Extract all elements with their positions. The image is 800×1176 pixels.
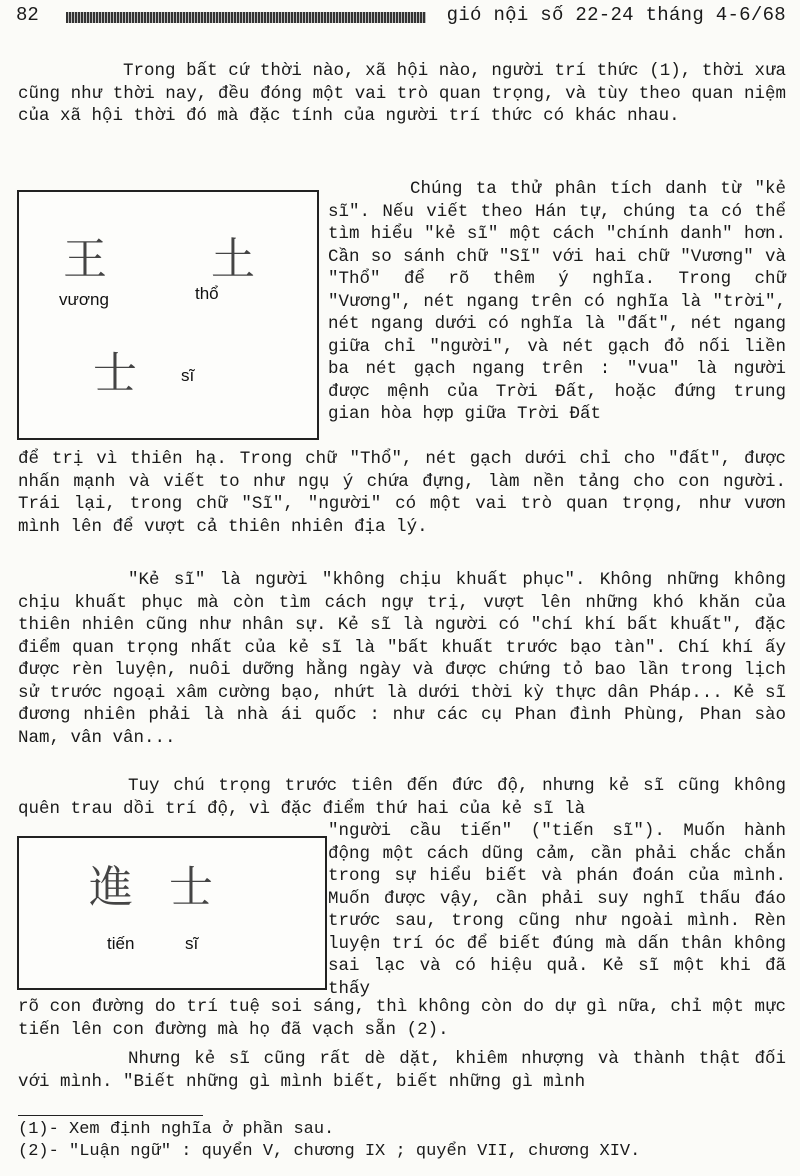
caption-tho: thổ: [195, 284, 219, 303]
paragraph-ke-si-right: Chúng ta thử phân tích danh từ "kẻ sĩ". Nếu viết theo Hán tự, chúng ta có thể tìm hiểu "kẻ sĩ" một cách "chính danh" hơn. Cần so sánh chữ "Sĩ" với hai chữ "Vương" và "Thổ" để rõ thêm ý nghĩa. Trong chữ "Vương", nét ngang trên có nghĩa là "trời", nét ngang dưới có nghĩa là "đất", nét ngang giữa chỉ "người", và nét gạch đỏ nối liền ba nét gạch ngang trên : "vua" là người được mệnh của Trời Đất, hoặc đứng trung gian hòa hợp giữa Trời Đất: [328, 179, 786, 424]
footnote-1: (1)- Xem định nghĩa ở phần sau.: [18, 1120, 335, 1139]
han-tien: 進: [89, 862, 133, 913]
caption-vuong: vương: [59, 290, 109, 309]
paragraph-tri-do: Tuy chú trọng trước tiên đến đức độ, nhưng kẻ sĩ cũng không quên trau dồi trí độ, vì đặc điểm thứ hai của kẻ sĩ là: [18, 776, 786, 819]
paragraph-cau-tien-right: "người cầu tiến" ("tiến sĩ"). Muốn hành động một cách dũng cảm, cần phải chắc chắn trong sự hiểu biết và phán đoán của mình. Muốn được vậy, cần phải suy nghĩ thấu đáo trước sau, trong cũng như ngoài mình. Rèn luyện trí óc để biết đúng mà dấn thân không sai lạc và có hiệu quả. Kẻ sĩ một khi đã thấy: [328, 821, 786, 999]
header-rule: [66, 12, 426, 23]
han-vuong: 王: [63, 234, 107, 285]
page-number: 82: [16, 4, 39, 26]
footnote-rule: [18, 1115, 203, 1116]
footnote-2: (2)- "Luận ngữ" : quyển V, chương IX ; quyển VII, chương XIV.: [18, 1142, 641, 1161]
figure-vuong-tho-si: [17, 190, 319, 440]
caption-si-2: sĩ: [185, 934, 199, 953]
caption-si: sĩ: [181, 366, 195, 385]
paragraph-intro: Trong bất cứ thời nào, xã hội nào, người trí thức (1), thời xưa cũng như thời nay, đều đóng một vai trò quan trọng, và tùy theo quan niệm của xã hội thời đó mà đặc tính của người trí thức có khác nhau.: [18, 61, 786, 126]
caption-tien: tiến: [107, 934, 135, 953]
paragraph-khiem-nhuong: Nhưng kẻ sĩ cũng rất dè dặt, khiêm nhượng và thành thật đối với mình. "Biết những gì mình biết, biết những gì mình: [18, 1049, 786, 1092]
page-header: [16, 4, 786, 32]
han-si: 士: [93, 348, 137, 399]
han-si-2: 士: [169, 862, 213, 913]
paragraph-ke-si-full: để trị vì thiên hạ. Trong chữ "Thổ", nét gạch dưới chỉ cho "đất", được nhấn mạnh và viết to như ngụ ý chứa đựng, làm nền tảng cho con người. Trái lại, trong chữ "Sĩ", "người" có một vai trò quan trọng, như vươn mình lên để vượt cả thiên nhiên địa lý.: [18, 449, 786, 537]
paragraph-bat-khuat: "Kẻ sĩ" là người "không chịu khuất phục". Không những không chịu khuất phục mà còn tìm cách ngự trị, vượt lên những khó khăn của thiên nhiên cũng như nhân sự. Kẻ sĩ là người có "chí khí bất khuất", đặc điểm quan trọng nhất của kẻ sĩ là "bất khuất trước bạo tàn". Chí khí ấy được rèn luyện, nuôi dưỡng hằng ngày và được chứng tỏ bao lần trong lịch sử trước ngoại xâm cường bạo, nhứt là dưới thời kỳ thực dân Pháp... Kẻ sĩ đương nhiên phải là nhà ái quốc : như các cụ Phan đình Phùng, Phan sào Nam, vân vân...: [18, 570, 786, 748]
figure-tien-si: [17, 836, 327, 990]
han-tho: 土: [211, 234, 255, 285]
running-title: gió nội số 22-24 tháng 4-6/68: [446, 4, 786, 26]
paragraph-cau-tien-end: rõ con đường do trí tuệ soi sáng, thì không còn do dự gì nữa, chỉ một mực tiến lên con đường mà họ đã vạch sẵn (2).: [18, 997, 786, 1040]
